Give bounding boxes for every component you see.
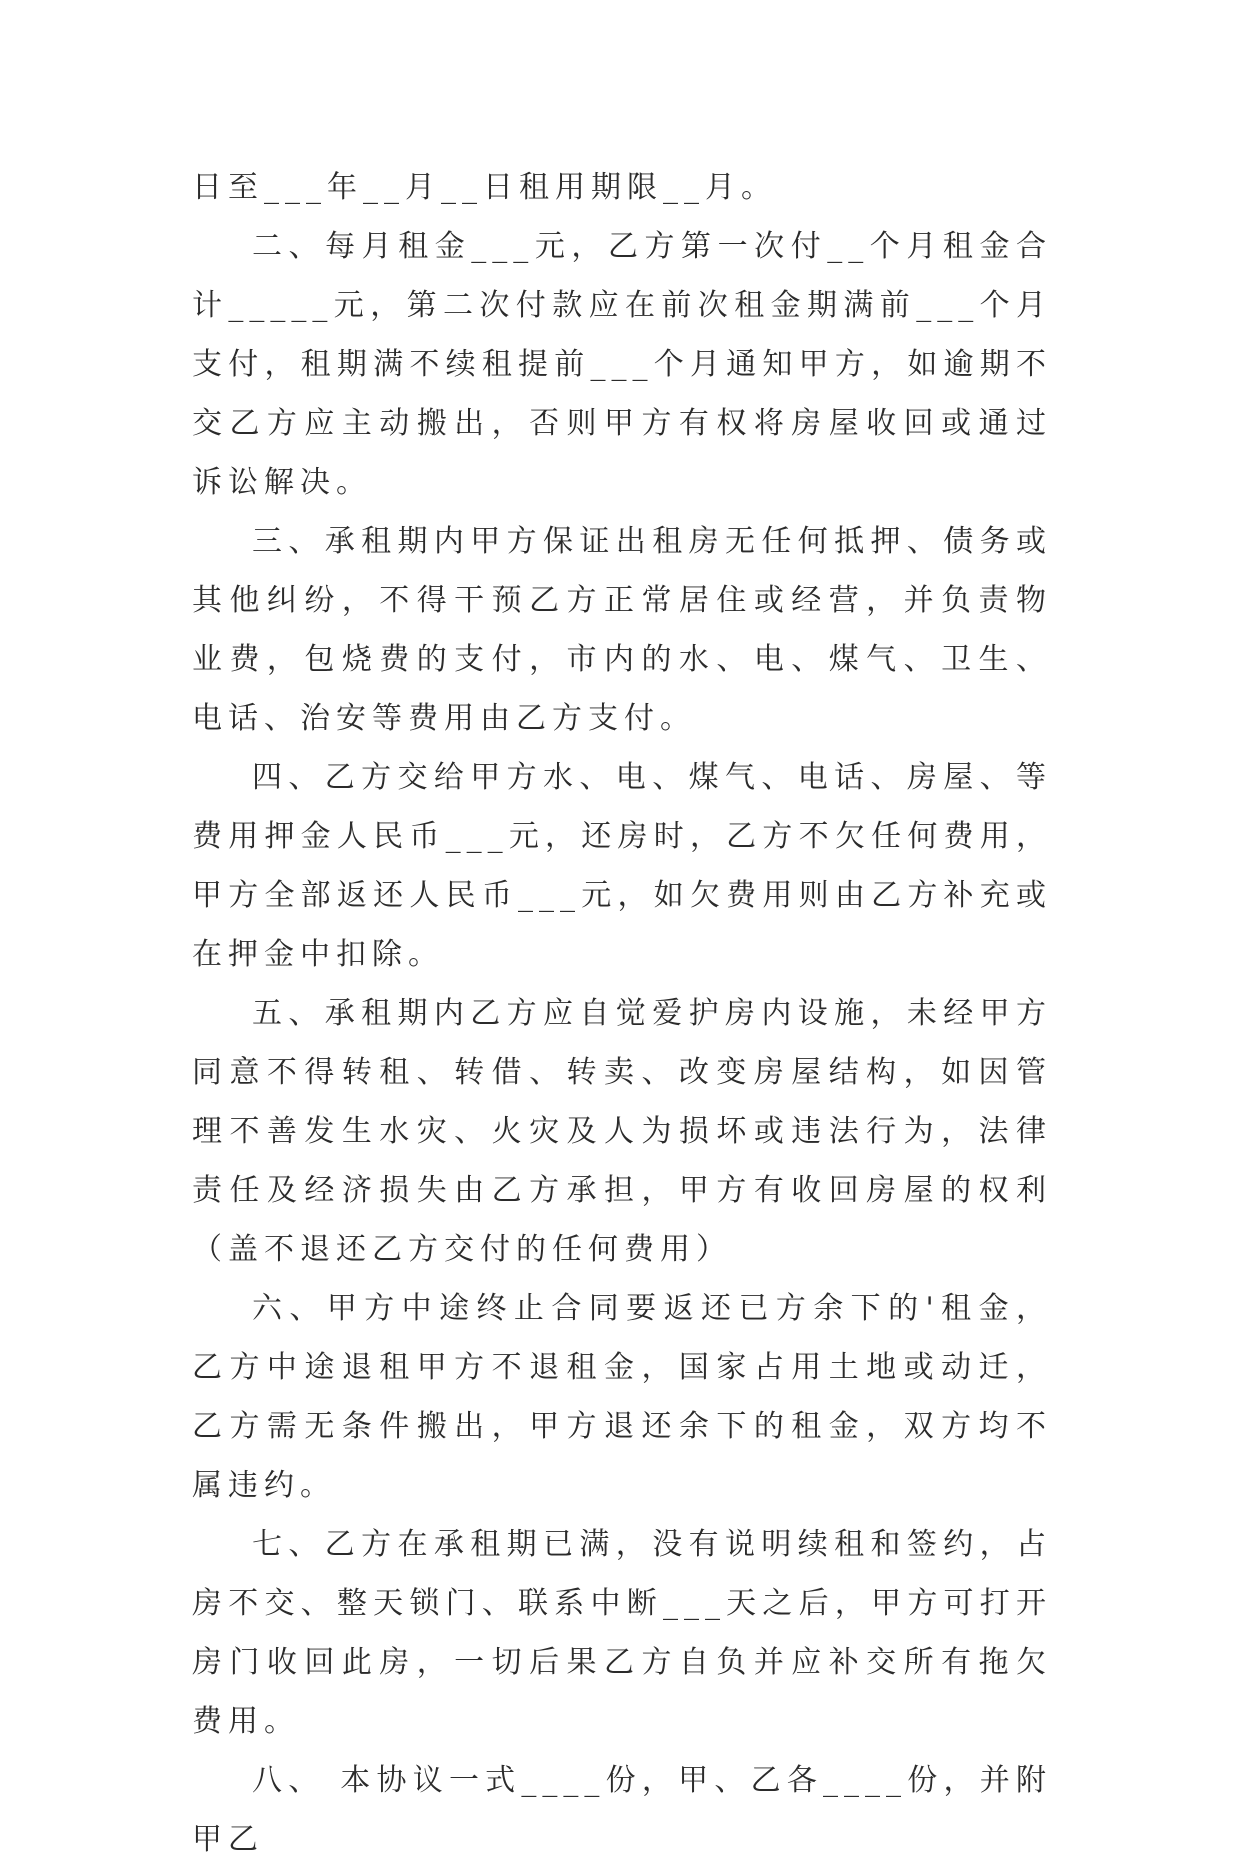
paragraph-clause-2-rent: 二、每月租金___元，乙方第一次付__个月租金合计_____元，第二次付款应在前次租金期满前___个月支付，租期满不续租提前___个月通知甲方，如逾期不交乙方应主动搬出，否则甲方有权将房屋收回或通过诉讼解决。	[192, 229, 1052, 500]
paragraph-rental-period: 日至___年__月__日租用期限__月。	[192, 170, 777, 205]
paragraph-clause-7-expiry: 七、乙方在承租期已满，没有说明续租和签约，占房不交、整天锁门、联系中断___天之后，甲方可打开房门收回此房，一切后果乙方自负并应补交所有拖欠费用。	[192, 1527, 1052, 1739]
paragraph-clause-5-tenant-obligations: 五、承租期内乙方应自觉爱护房内设施，未经甲方同意不得转租、转借、转卖、改变房屋结构，如因管理不善发生水灾、火灾及人为损坏或违法行为，法律责任及经济损失由乙方承担，甲方有收回房屋的权利（盖不退还乙方交付的任何费用）	[192, 996, 1052, 1267]
document-body	[192, 158, 1052, 1869]
paragraph-clause-4-deposit: 四、乙方交给甲方水、电、煤气、电话、房屋、等费用押金人民币___元，还房时，乙方不欠任何费用，甲方全部返还人民币___元，如欠费用则由乙方补充或在押金中扣除。	[192, 760, 1052, 972]
paragraph-clause-6-termination: 六、甲方中途终止合同要返还已方余下的'租金，乙方中途退租甲方不退租金，国家占用土地或动迁，乙方需无条件搬出，甲方退还余下的租金，双方均不属违约。	[192, 1291, 1052, 1503]
paragraph-clause-3-landlord-guarantee: 三、承租期内甲方保证出租房无任何抵押、债务或其他纠纷，不得干预乙方正常居住或经营，并负责物业费，包烧费的支付，市内的水、电、煤气、卫生、电话、治安等费用由乙方支付。	[192, 524, 1052, 736]
paragraph-clause-8-copies: 八、 本协议一式____份，甲、乙各____份，并附甲乙	[192, 1763, 1052, 1857]
